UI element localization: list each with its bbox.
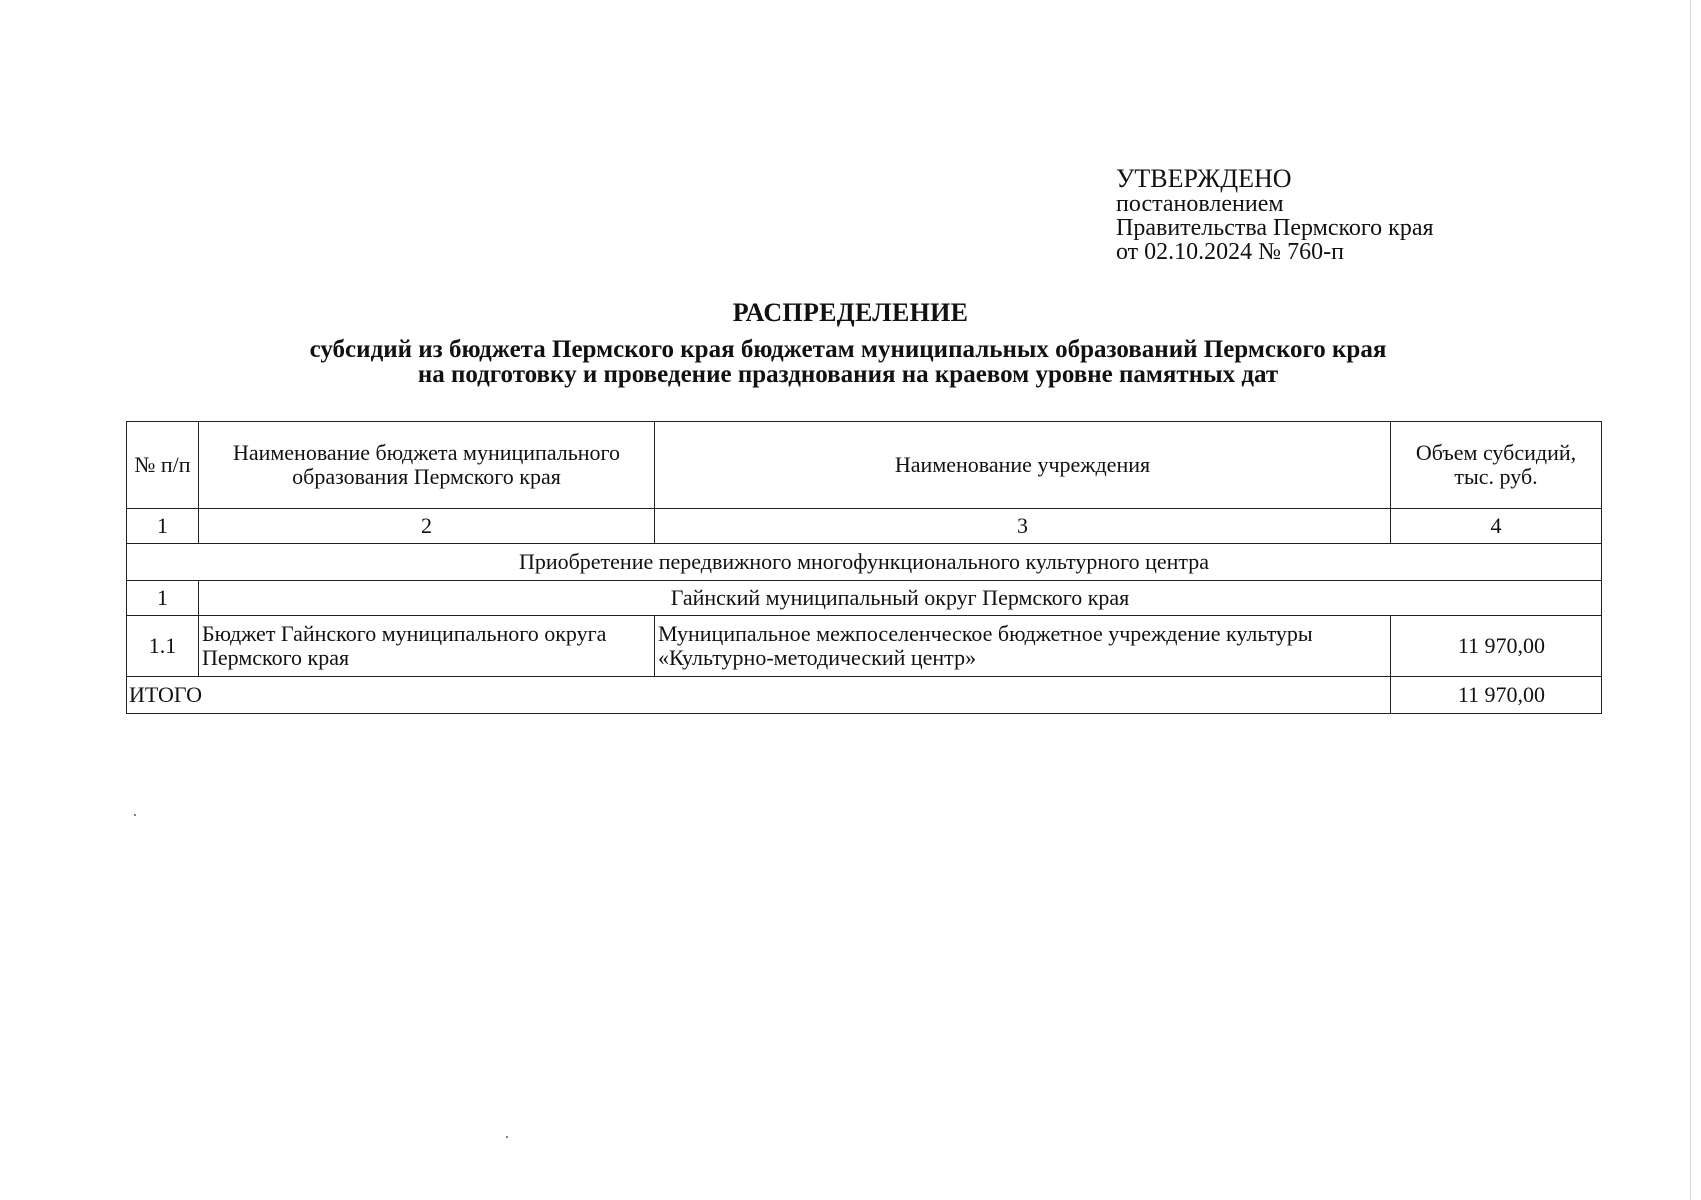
total-row <box>127 677 1602 714</box>
table-row <box>127 616 1602 677</box>
header-institution-name: Наименование учреждения <box>655 422 1391 509</box>
table-header-row <box>127 422 1602 509</box>
document-subtitle <box>230 337 1466 387</box>
row-institution-name: Муниципальное межпоселенческое бюджетное учреждение культуры «Культурно-методический центр» <box>655 616 1391 677</box>
group-name: Гайнский муниципальный округ Пермского края <box>199 581 1602 616</box>
column-number-cell: 1 <box>127 509 199 544</box>
subtitle-line-1: субсидий из бюджета Пермского края бюджетам муниципальных образований Пермского края <box>309 336 1387 363</box>
approval-heading: УТВЕРЖДЕНО <box>1116 164 1292 193</box>
group-number: 1 <box>127 581 199 616</box>
approval-line-date-number: от 02.10.2024 № 760-п <box>1116 239 1344 265</box>
row-budget-name: Бюджет Гайнского муниципального округа Пермского края <box>199 616 655 677</box>
subtitle-line-2: на подготовку и проведение празднования на краевом уровне памятных дат <box>417 361 1279 388</box>
column-number-cell: 2 <box>199 509 655 544</box>
column-number-cell: 3 <box>655 509 1391 544</box>
header-number: № п/п <box>127 422 199 509</box>
section-row <box>127 544 1602 581</box>
distribution-table <box>126 421 1602 714</box>
scan-speck <box>134 814 136 816</box>
total-label: ИТОГО <box>127 677 1391 714</box>
column-number-row <box>127 509 1602 544</box>
header-budget-name: Наименование бюджета муниципального образования Пермского края <box>199 422 655 509</box>
column-number-cell: 4 <box>1391 509 1602 544</box>
scan-speck <box>506 1136 508 1138</box>
group-row <box>127 581 1602 616</box>
row-number: 1.1 <box>127 616 199 677</box>
header-subsidy-volume: Объем субсидий, тыс. руб. <box>1391 422 1602 509</box>
section-title: Приобретение передвижного многофункционального культурного центра <box>127 544 1602 581</box>
approval-line-government: Правительства Пермского края <box>1116 215 1434 241</box>
approval-line-decree: постановлением <box>1116 191 1284 217</box>
approval-stamp <box>1116 166 1434 264</box>
document-title: РАСПРЕДЕЛЕНИЕ <box>732 298 969 327</box>
total-value: 11 970,00 <box>1391 677 1602 714</box>
row-subsidy-volume: 11 970,00 <box>1391 616 1602 677</box>
page-edge-line <box>1690 0 1691 1200</box>
